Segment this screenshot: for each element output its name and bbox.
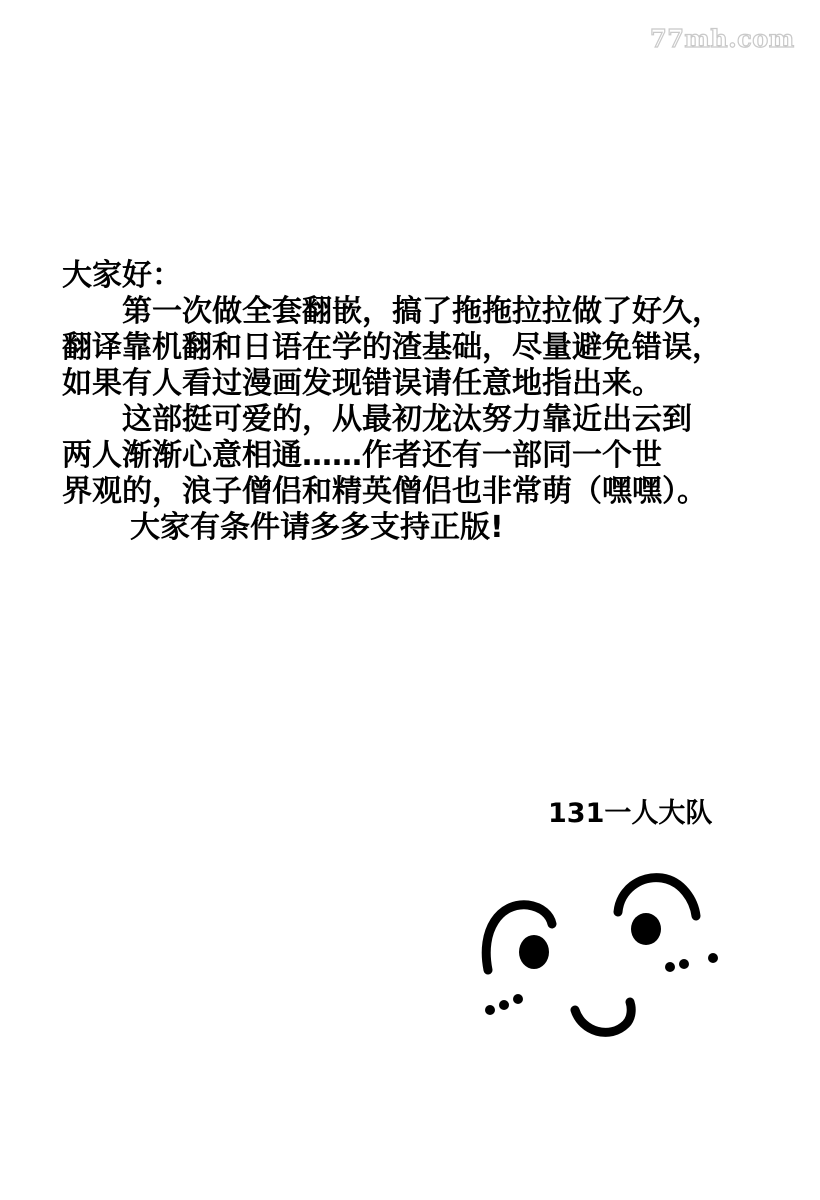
note-line: 这部挺可爱的，从最初龙汰努力靠近出云到	[122, 402, 692, 437]
cheek-dot	[485, 1005, 495, 1015]
note-line: 两人渐渐心意相通……作者还有一部同一个世	[62, 438, 662, 473]
cheek-dot	[499, 1000, 509, 1010]
watermark: 77mh.com	[650, 24, 795, 53]
note-line: 如果有人看过漫画发现错误请任意地指出来。	[62, 366, 662, 401]
note-line: 界观的，浪子僧侣和精英僧侣也非常萌（嘿嘿）。	[62, 474, 707, 509]
signature: 131一人大队	[548, 798, 713, 829]
cheek-dot	[665, 962, 675, 972]
note-line: 大家有条件请多多支持正版!	[130, 510, 504, 545]
translator-note	[62, 258, 802, 546]
right-eyebrow	[618, 878, 696, 916]
smiley-face-drawing-icon	[470, 860, 730, 1050]
greeting: 大家好：	[62, 258, 182, 293]
cheek-dot	[679, 959, 689, 969]
right-eye	[631, 913, 661, 945]
cheek-dot	[513, 994, 523, 1004]
cheek-dot	[708, 953, 718, 963]
left-eye	[519, 935, 549, 969]
note-line: 第一次做全套翻嵌，搞了拖拖拉拉做了好久，	[122, 294, 722, 329]
note-line: 翻译靠机翻和日语在学的渣基础，尽量避免错误，	[62, 330, 722, 365]
mouth	[575, 1002, 631, 1032]
